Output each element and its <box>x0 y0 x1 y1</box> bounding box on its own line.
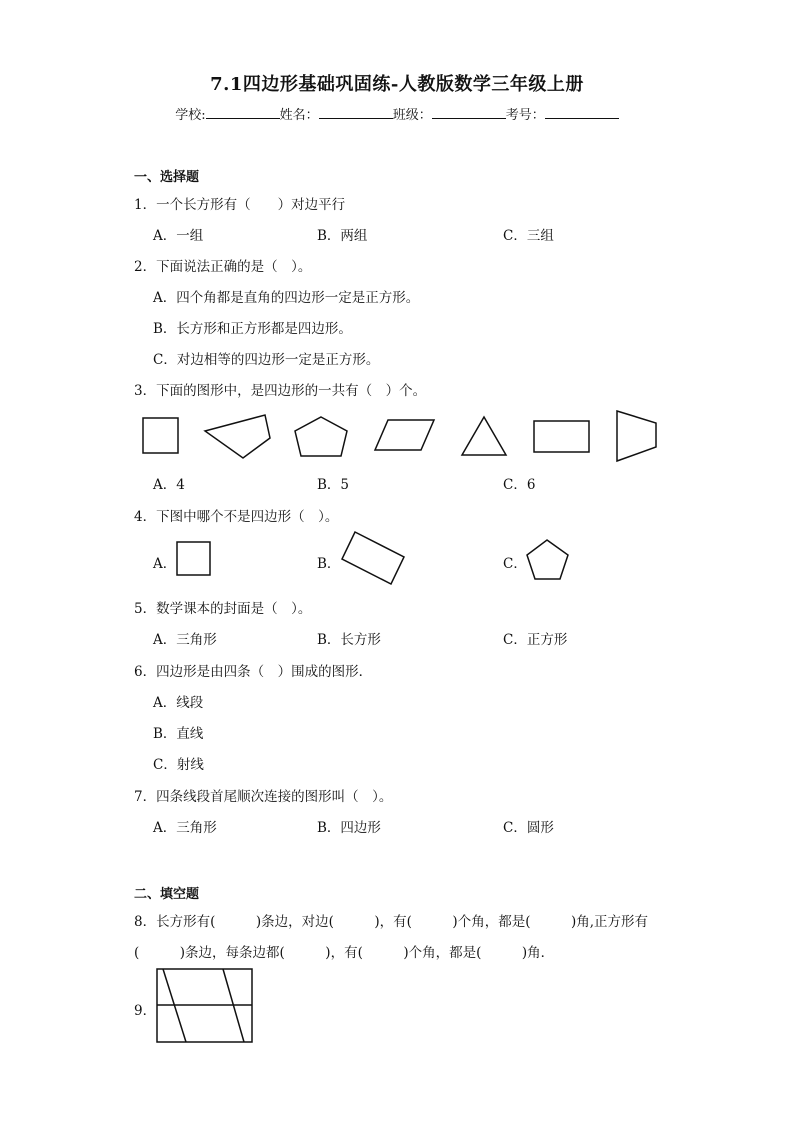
q6-option-a[interactable]: A．线段 <box>153 695 204 711</box>
q1-option-c[interactable]: C．三组 <box>503 228 554 244</box>
q5-option-a[interactable]: A．三角形 <box>153 632 217 648</box>
question-3: 3．下面的图形中，是四边形的一共有（ ）个。 <box>134 383 427 399</box>
question-9: 9． <box>134 1003 157 1019</box>
section-heading-choice: 一、选择题 <box>134 170 200 185</box>
q3-option-a[interactable]: A．4 <box>153 477 185 493</box>
school-label: 学校: <box>175 108 206 123</box>
question-7: 7．四条线段首尾顺次连接的图形叫（ ）。 <box>134 789 393 805</box>
q5-option-b[interactable]: B．长方形 <box>317 632 381 648</box>
question-5: 5．数学课本的封面是（ ）。 <box>134 601 312 617</box>
question-6: 6．四边形是由四条（ ）围成的图形． <box>134 664 373 680</box>
q7-option-c[interactable]: C．圆形 <box>503 820 554 836</box>
q7-option-a[interactable]: A．三角形 <box>153 820 217 836</box>
q2-option-a[interactable]: A．四个角都是直角的四边形一定是正方形。 <box>153 290 420 306</box>
q5-option-c[interactable]: C．正方形 <box>503 632 568 648</box>
question-8-line-2: ( )条边，每条边都( )，有( )个角，都是( )角． <box>134 945 555 961</box>
page-title: 7.1四边形基础巩固练-人教版数学三年级上册 <box>210 74 584 95</box>
q6-option-b[interactable]: B．直线 <box>153 726 204 742</box>
number-label: 考号： <box>505 108 545 123</box>
section-heading-fill-in: 二、填空题 <box>134 887 200 902</box>
q2-option-b[interactable]: B．长方形和正方形都是四边形。 <box>153 321 352 337</box>
name-label: 姓名： <box>279 108 319 123</box>
question-2: 2．下面说法正确的是（ ）。 <box>134 259 312 275</box>
q4-option-c[interactable]: C． <box>503 556 527 572</box>
q1-option-b[interactable]: B．两组 <box>317 228 368 244</box>
q2-option-c[interactable]: C．对边相等的四边形一定是正方形。 <box>153 352 380 368</box>
q7-option-b[interactable]: B．四边形 <box>317 820 381 836</box>
question-4: 4．下图中哪个不是四边形（ ）。 <box>134 509 339 525</box>
q4-option-a[interactable]: A． <box>153 556 177 572</box>
question-8-line-1: 8．长方形有( )条边，对边( )，有( )个角，都是( )角,正方形有 <box>134 914 649 930</box>
class-label: 班级： <box>392 108 432 123</box>
question-1: 1．一个长方形有（ ）对边平行 <box>134 197 346 213</box>
q4-option-b[interactable]: B． <box>317 556 341 572</box>
q1-option-a[interactable]: A．一组 <box>153 228 204 244</box>
q6-option-c[interactable]: C．射线 <box>153 757 204 773</box>
q3-option-b[interactable]: B．5 <box>317 477 350 493</box>
q3-option-c[interactable]: C．6 <box>503 477 536 493</box>
